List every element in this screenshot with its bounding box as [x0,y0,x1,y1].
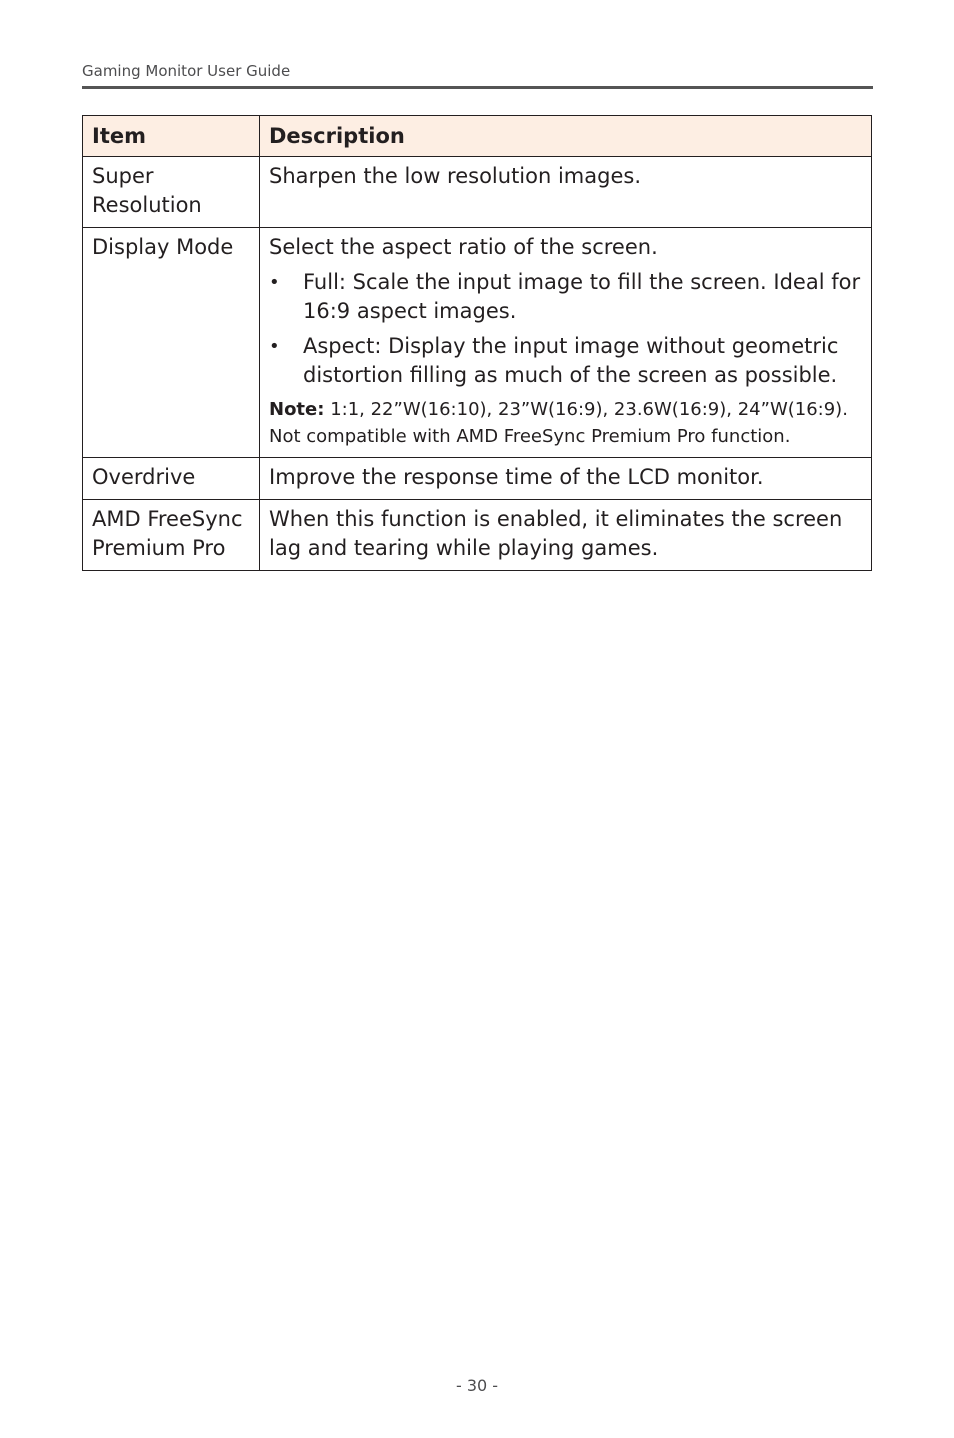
table-header-row [83,116,872,157]
page-number: - 30 - [455,1376,499,1395]
description-cell: Improve the response time of the LCD monitor. [260,458,872,500]
bullet-list [269,268,862,390]
header-divider [82,86,873,89]
description-cell [260,228,872,458]
header-title: Gaming Monitor User Guide [82,62,291,80]
note-text: 1:1, 22”W(16:10), 23”W(16:9), 23.6W(16:9), 24”W(16:9). Not compatible with AMD FreeSync Premium Pro function. [269,399,848,447]
table-row [83,228,872,458]
table-row [83,458,872,500]
item-cell: Super Resolution [83,157,260,228]
bullet-icon: • [269,272,280,293]
note-label: Note: [269,399,325,420]
item-cell: Display Mode [83,228,260,458]
bullet-text: Aspect: Display the input image without geometric distortion filling as much of the screen as possible. [303,334,839,387]
table-row [83,500,872,571]
bullet-text: Full: Scale the input image to fill the screen. Ideal for 16:9 aspect images. [303,270,861,323]
bullet-icon: • [269,336,280,357]
note [269,396,862,450]
column-header-description: Description [260,116,872,157]
column-header-item: Item [83,116,260,157]
item-cell: AMD FreeSync Premium Pro [83,500,260,571]
description-cell: When this function is enabled, it eliminates the screen lag and tearing while playing games. [260,500,872,571]
list-item [269,268,862,326]
settings-table [82,115,872,571]
description-text: Select the aspect ratio of the screen. [269,235,658,259]
item-cell: Overdrive [83,458,260,500]
description-cell: Sharpen the low resolution images. [260,157,872,228]
list-item [269,332,862,390]
table-row [83,157,872,228]
